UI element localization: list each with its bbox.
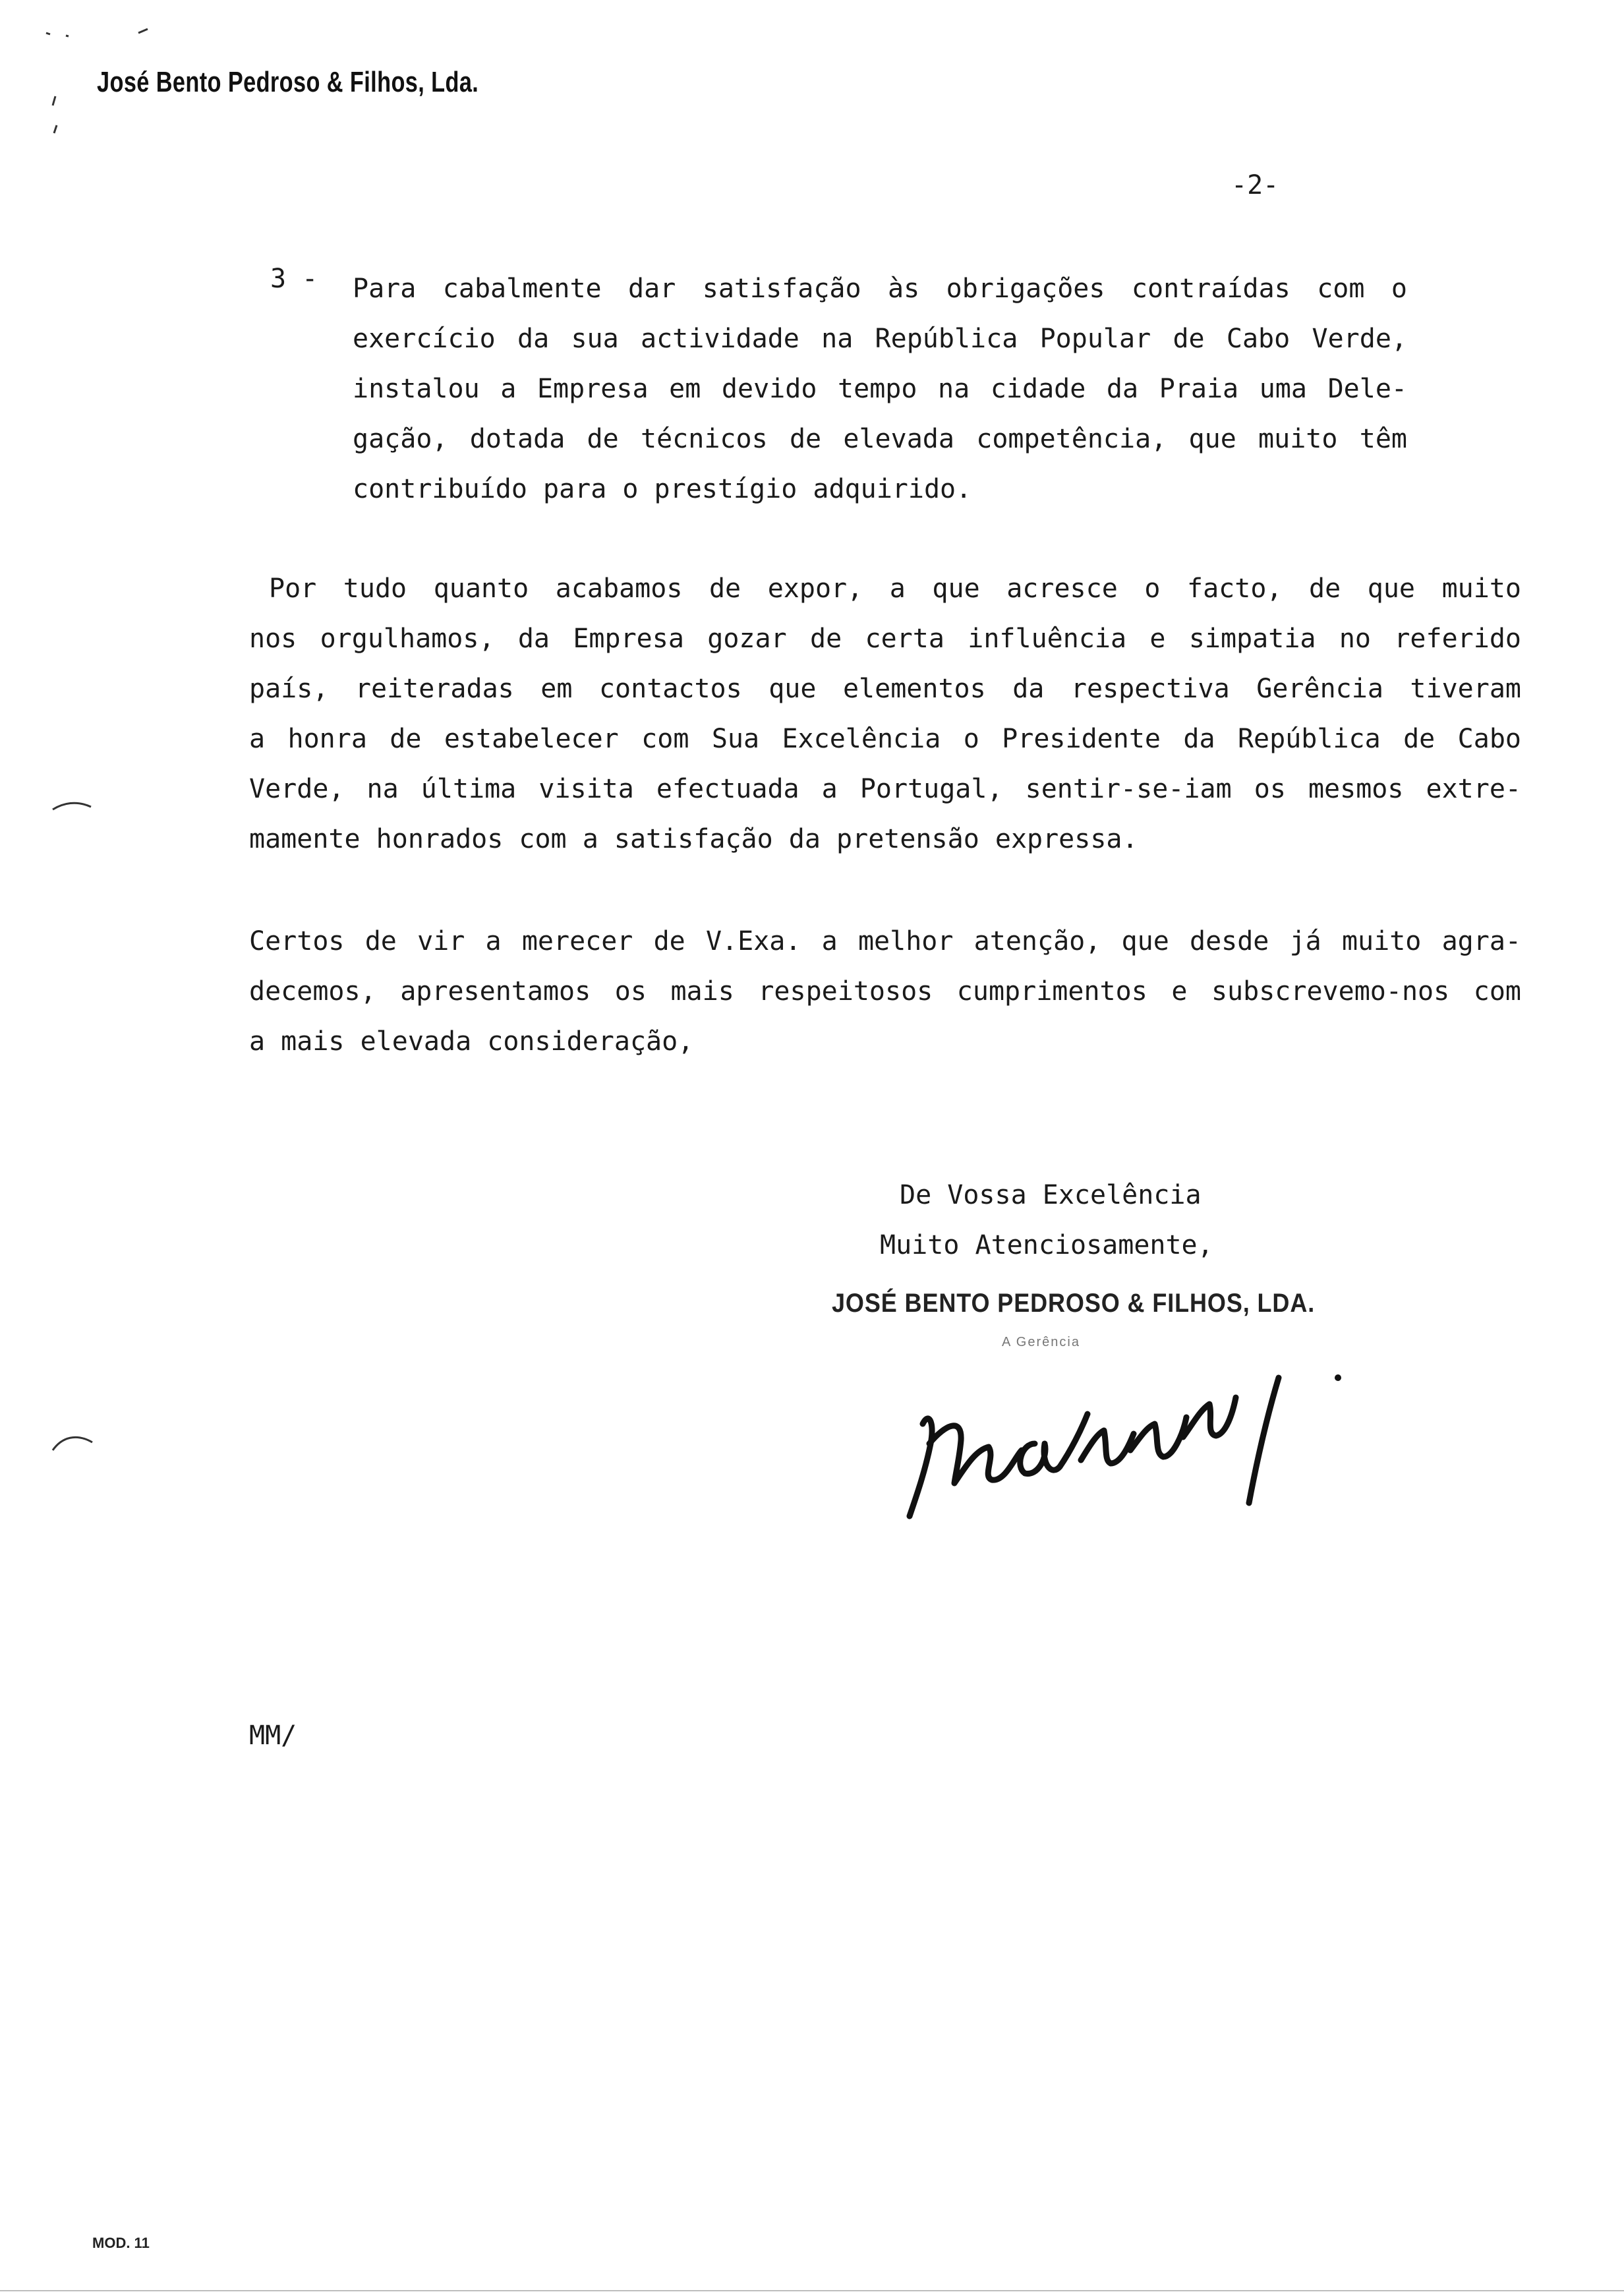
- company-letterhead: José Bento Pedroso & Filhos, Lda.: [97, 66, 479, 98]
- text-line: Para cabalmente dar satisfação às obrigações contraídas com o: [353, 274, 1407, 304]
- body-paragraph-3: [249, 916, 1521, 1067]
- text-line: instalou a Empresa em devido tempo na cidade da Praia uma Dele-: [353, 374, 1407, 404]
- form-code: MOD. 11: [92, 2235, 150, 2251]
- text-line: país, reiteradas em contactos que elementos da respectiva Gerência tiveram: [249, 674, 1521, 704]
- text-line: nos orgulhamos, da Empresa gozar de certa influência e simpatia no referido: [249, 624, 1521, 654]
- item-number: 3 -: [270, 264, 318, 294]
- closing-line-2: Muito Atenciosamente,: [880, 1230, 1213, 1260]
- closing-line-1: De Vossa Excelência: [900, 1180, 1202, 1210]
- text-line: contribuído para o prestígio adquirido.: [353, 474, 972, 504]
- text-line: Verde, na última visita efectuada a Portugal, sentir-se-iam os mesmos extre-: [249, 774, 1521, 804]
- typist-initials: MM/: [249, 1720, 297, 1751]
- stamp-subtitle: A Gerência: [1002, 1335, 1080, 1349]
- text-line: a honra de estabelecer com Sua Excelência o Presidente da República de Cabo: [249, 724, 1521, 754]
- text-line: mamente honrados com a satisfação da pretensão expressa.: [249, 824, 1138, 854]
- text-line: decemos, apresentamos os mais respeitosos cumprimentos e subscrevemo-nos com: [249, 976, 1521, 1007]
- text-line: Por tudo quanto acabamos de expor, a que acresce o facto, de que muito: [269, 574, 1521, 604]
- text-line: gação, dotada de técnicos de elevada competência, que muito têm: [353, 424, 1407, 454]
- item-3-paragraph: [353, 264, 1407, 514]
- text-line: Certos de vir a merecer de V.Exa. a melhor atenção, que desde já muito agra-: [249, 926, 1521, 956]
- handwritten-signature: [883, 1351, 1345, 1523]
- margin-hole-punch-mark: [50, 1424, 96, 1457]
- page-bottom-edge: [0, 2290, 1624, 2291]
- text-line: a mais elevada consideração,: [249, 1026, 694, 1057]
- text-line: exercício da sua actividade na República Popular de Cabo Verde,: [353, 324, 1407, 354]
- company-stamp: JOSÉ BENTO PEDROSO & FILHOS, LDA.: [832, 1289, 1316, 1318]
- closing-salutation: [880, 1170, 1213, 1270]
- page-number: -2-: [1231, 170, 1279, 200]
- margin-hole-punch-mark: [50, 791, 96, 817]
- body-paragraph-2: [249, 564, 1521, 864]
